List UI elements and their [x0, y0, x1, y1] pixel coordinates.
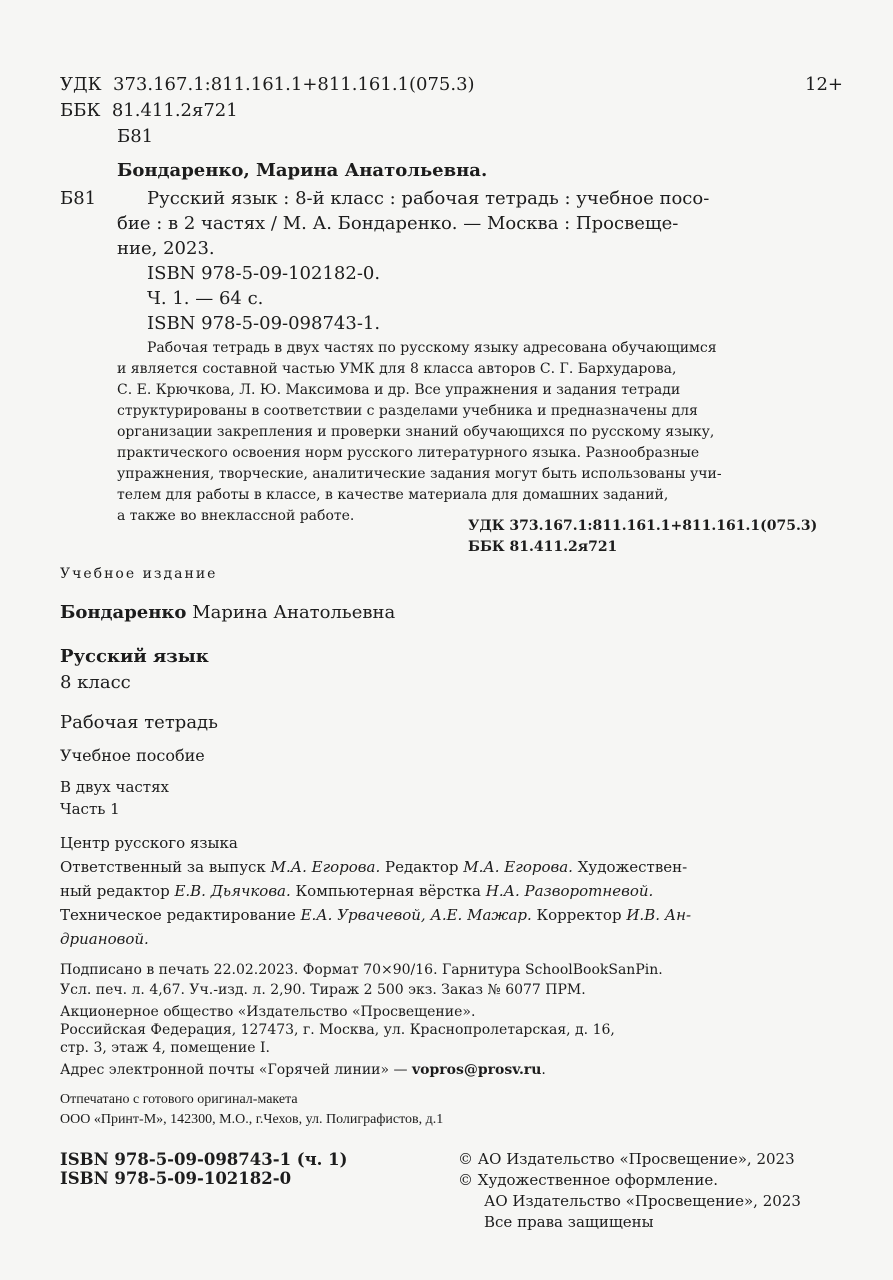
imprint-email-label: Адрес электронной почты «Горячей линии» —	[60, 1062, 412, 1078]
edition-subject: Русский язык	[60, 646, 209, 667]
edition-author-surname: Бондаренко	[60, 602, 187, 623]
credits-center: Центр русского языка	[60, 834, 238, 852]
annotation-line-7: упражнения, творческие, аналитические задания могут быть использованы учи-	[117, 466, 722, 482]
bib-part-pages: Ч. 1. — 64 с.	[147, 288, 264, 309]
credits-line-1	[60, 858, 687, 876]
imprint-address-2: стр. 3, этаж 4, помещение I.	[60, 1040, 270, 1056]
credits-person: Е.В. Дьячкова.	[174, 882, 291, 900]
udk-label: УДК	[60, 74, 102, 95]
credits-person: Е.А. Урвачевой, А.Е. Мажар.	[300, 906, 532, 924]
annotation-line-4: структурированы в соответствии с разделами учебника и предназначены для	[117, 403, 698, 419]
credits-role: Редактор	[380, 858, 464, 876]
imprint-printed-1: Отпечатано с готового оригинал-макета	[60, 1092, 298, 1107]
credits-role: Художествен-	[572, 858, 688, 876]
credits-role: ный редактор	[60, 882, 175, 900]
credits-person: М.А. Егорова.	[463, 858, 573, 876]
credits-line-2	[60, 882, 653, 900]
imprint-signed: Подписано в печать 22.02.2023. Формат 70×90/16. Гарнитура SchoolBookSanPin.	[60, 962, 663, 978]
annotation-line-2: и является составной частью УМК для 8 класса авторов С. Г. Бархударова,	[117, 361, 677, 377]
edition-manual: Учебное пособие	[60, 746, 205, 765]
imprint-printed-2: ООО «Принт-М», 142300, М.О., г.Чехов, ул. Полиграфистов, д.1	[60, 1112, 444, 1127]
imprint-address-1: Российская Федерация, 127473, г. Москва, ул. Краснопролетарская, д. 16,	[60, 1022, 615, 1038]
imprint-company: Акционерное общество «Издательство «Просвещение».	[60, 1004, 476, 1020]
edition-workbook: Рабочая тетрадь	[60, 712, 218, 733]
edition-type: Учебное издание	[60, 566, 218, 582]
bib-line-2: бие : в 2 частях / М. А. Бондаренко. — Москва : Просвеще-	[117, 213, 679, 234]
bib-author: Бондаренко, Марина Анатольевна.	[117, 160, 488, 181]
annotation-line-3: С. Е. Крючкова, Л. Ю. Максимова и др. Все упражнения и задания тетради	[117, 382, 681, 398]
footer-isbn-1: ISBN 978-5-09-098743-1 (ч. 1)	[60, 1150, 348, 1169]
credits-person: И.В. Ан-	[626, 906, 692, 924]
bib-mark: Б81	[60, 188, 97, 209]
imprint-email: vopros@prosv.ru	[411, 1062, 542, 1078]
footer-copyright-2: © Художественное оформление.	[458, 1171, 719, 1189]
edition-author	[60, 602, 395, 623]
credits-role: Корректор	[531, 906, 627, 924]
imprint-email-dot: .	[541, 1062, 546, 1078]
bib-line-3: ние, 2023.	[117, 238, 215, 259]
annotation-bbk: ББК 81.411.2я721	[468, 539, 618, 555]
footer-rights: Все права защищены	[484, 1213, 654, 1231]
udk-value: 373.167.1:811.161.1+811.161.1(075.3)	[113, 74, 475, 95]
credits-role: Техническое редактирование	[60, 906, 301, 924]
edition-parts: В двух частях	[60, 778, 170, 796]
footer-copyright-3: АО Издательство «Просвещение», 2023	[484, 1192, 801, 1210]
bib-isbn-general: ISBN 978-5-09-102182-0.	[147, 263, 381, 284]
udk-line	[60, 74, 475, 95]
annotation-line-1: Рабочая тетрадь в двух частях по русскому языку адресована обучающимся	[147, 340, 717, 356]
bib-isbn-part: ISBN 978-5-09-098743-1.	[147, 313, 381, 334]
annotation-line-5: организации закрепления и проверки знаний обучающихся по русскому языку,	[117, 424, 715, 440]
edition-author-name: Марина Анатольевна	[192, 602, 396, 623]
bbk-value: 81.411.2я721	[111, 100, 238, 121]
credits-line-3	[60, 906, 691, 924]
credits-role: Компьютерная вёрстка	[290, 882, 486, 900]
credits-person: М.А. Егорова.	[270, 858, 381, 876]
bbk-label: ББК	[60, 100, 101, 121]
edition-grade: 8 класс	[60, 672, 131, 693]
imprint-sheets: Усл. печ. л. 4,67. Уч.-изд. л. 2,90. Тираж 2 500 экз. Заказ № 6077 ПРМ.	[60, 982, 586, 998]
footer-isbn-2: ISBN 978-5-09-102182-0	[60, 1169, 292, 1188]
credits-role: Ответственный за выпуск	[60, 858, 271, 876]
author-mark: Б81	[117, 126, 154, 147]
annotation-udk: УДК 373.167.1:811.161.1+811.161.1(075.3)	[468, 518, 818, 534]
annotation-line-6: практического освоения норм русского литературного языка. Разнообразные	[117, 445, 700, 461]
imprint-email-line	[60, 1062, 546, 1078]
footer-copyright-1: © АО Издательство «Просвещение», 2023	[458, 1150, 795, 1168]
annotation-line-9: а также во внеклассной работе.	[117, 508, 355, 524]
bbk-line	[60, 100, 238, 121]
credits-line-4: дриановой.	[60, 930, 149, 948]
annotation-line-8: телем для работы в классе, в качестве материала для домашних заданий,	[117, 487, 669, 503]
edition-part: Часть 1	[60, 800, 120, 818]
credits-person: Н.А. Разворотневой.	[485, 882, 654, 900]
age-rating: 12+	[805, 74, 843, 95]
bib-line-1: Русский язык : 8-й класс : рабочая тетрадь : учебное посо-	[147, 188, 710, 209]
